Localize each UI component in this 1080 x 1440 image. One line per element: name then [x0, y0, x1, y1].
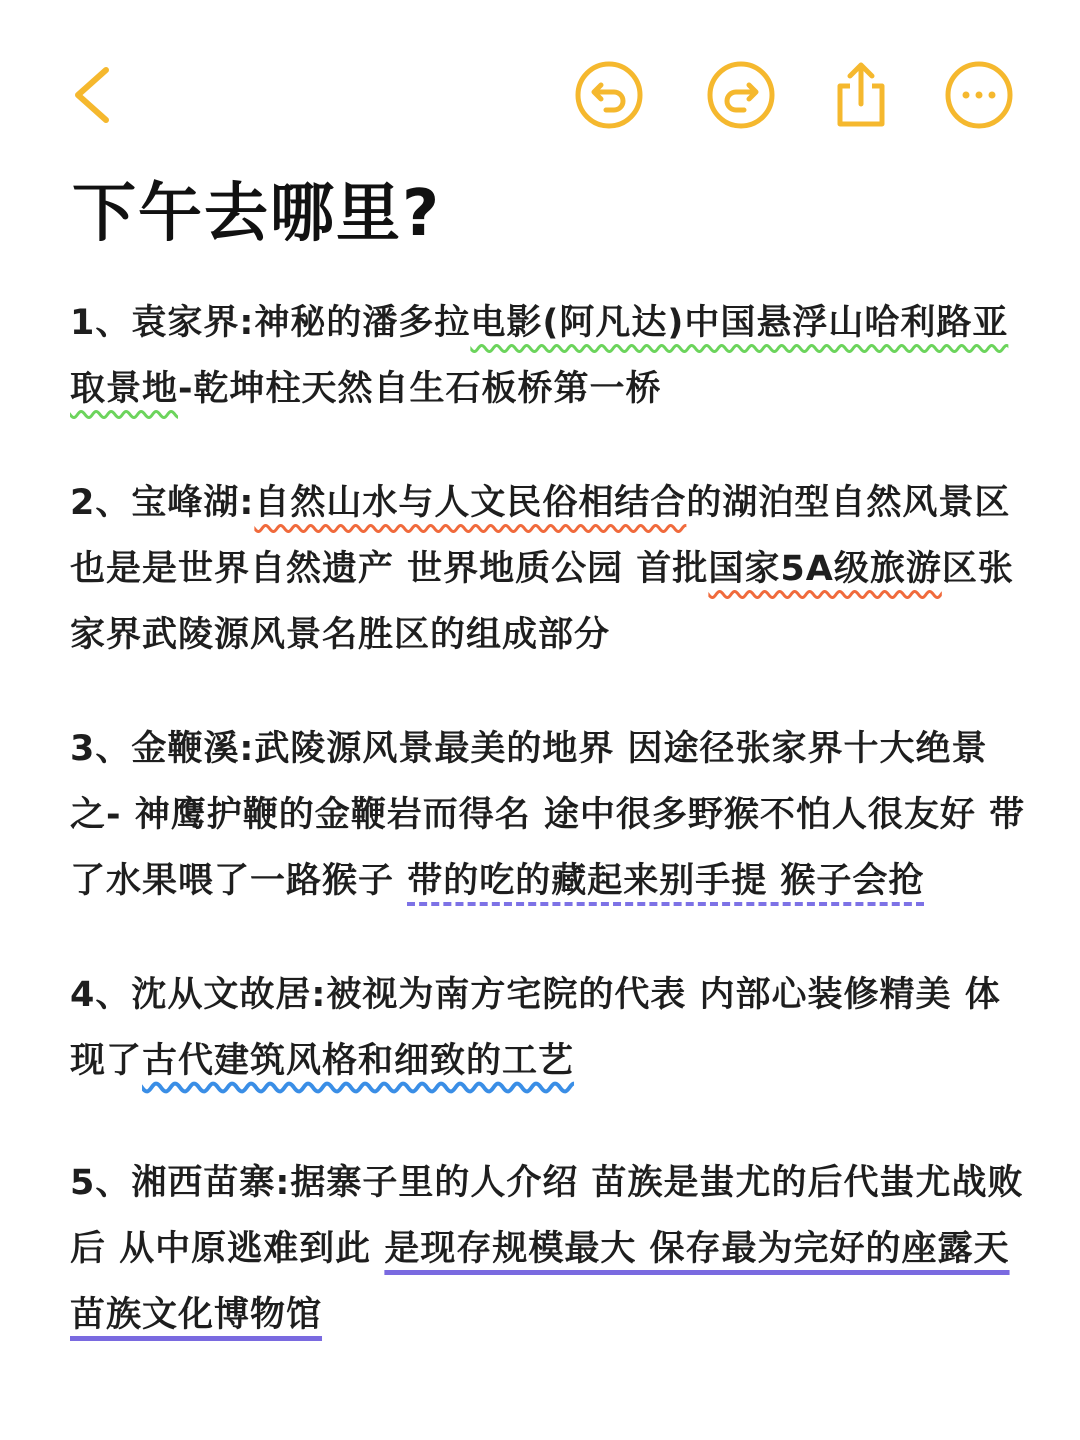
- list-item: [70, 962, 1030, 1094]
- item-text: 区张家界武陵源风景名胜区的组成部分: [70, 549, 1014, 655]
- highlighted-text: 电影(阿凡达)中国悬浮山哈利路亚取景地: [70, 303, 1009, 409]
- item-text: 5、湘西苗寨:据寨子里的人介绍 苗族是蚩尤的后代蚩尤战败后 从中原逃难到此: [70, 1163, 1024, 1269]
- list-item: [70, 716, 1030, 914]
- more-icon[interactable]: [944, 60, 1014, 130]
- list-item: [70, 290, 1030, 422]
- highlighted-text: 自然山水与人文民俗相结合: [254, 483, 687, 523]
- list-item: [70, 470, 1030, 668]
- item-text: 3、金鞭溪:武陵源风景最美的地界 因途径张家界十大绝景之- 神鹰护鞭的金鞭岩而得名 途中很多野猴不怕人很友好 带了水果喂了一路猴子: [70, 729, 1026, 901]
- highlighted-text: 是现存规模最大 保存最为完好的座露天苗族文化博物馆: [70, 1229, 1010, 1335]
- highlighted-text: 国家5A级旅游: [708, 549, 942, 589]
- chevron-left-icon[interactable]: [62, 60, 132, 130]
- item-text: -乾坤柱天然自生石板桥第一桥: [178, 369, 662, 409]
- highlighted-text: 带的吃的藏起来别手提 猴子会抢: [407, 861, 925, 901]
- highlighted-text: 古代建筑风格和细致的工艺: [142, 1041, 575, 1081]
- note-body[interactable]: [70, 290, 1030, 1396]
- note-title: 下午去哪里?: [72, 177, 442, 251]
- item-text: 2、宝峰湖:: [70, 483, 255, 523]
- undo-icon[interactable]: [574, 60, 644, 130]
- item-text: 4、沈从文故居:被视为南方宅院的代表 内部心装修精美 体现了: [70, 975, 1001, 1081]
- share-icon[interactable]: [826, 60, 896, 130]
- item-text: 1、袁家界:神秘的潘多拉: [70, 303, 471, 343]
- item-text: 的湖泊型自然风景区 也是是世界自然遗产 世界地质公园 首批: [70, 483, 1011, 589]
- redo-icon[interactable]: [706, 60, 776, 130]
- list-item: [70, 1150, 1030, 1348]
